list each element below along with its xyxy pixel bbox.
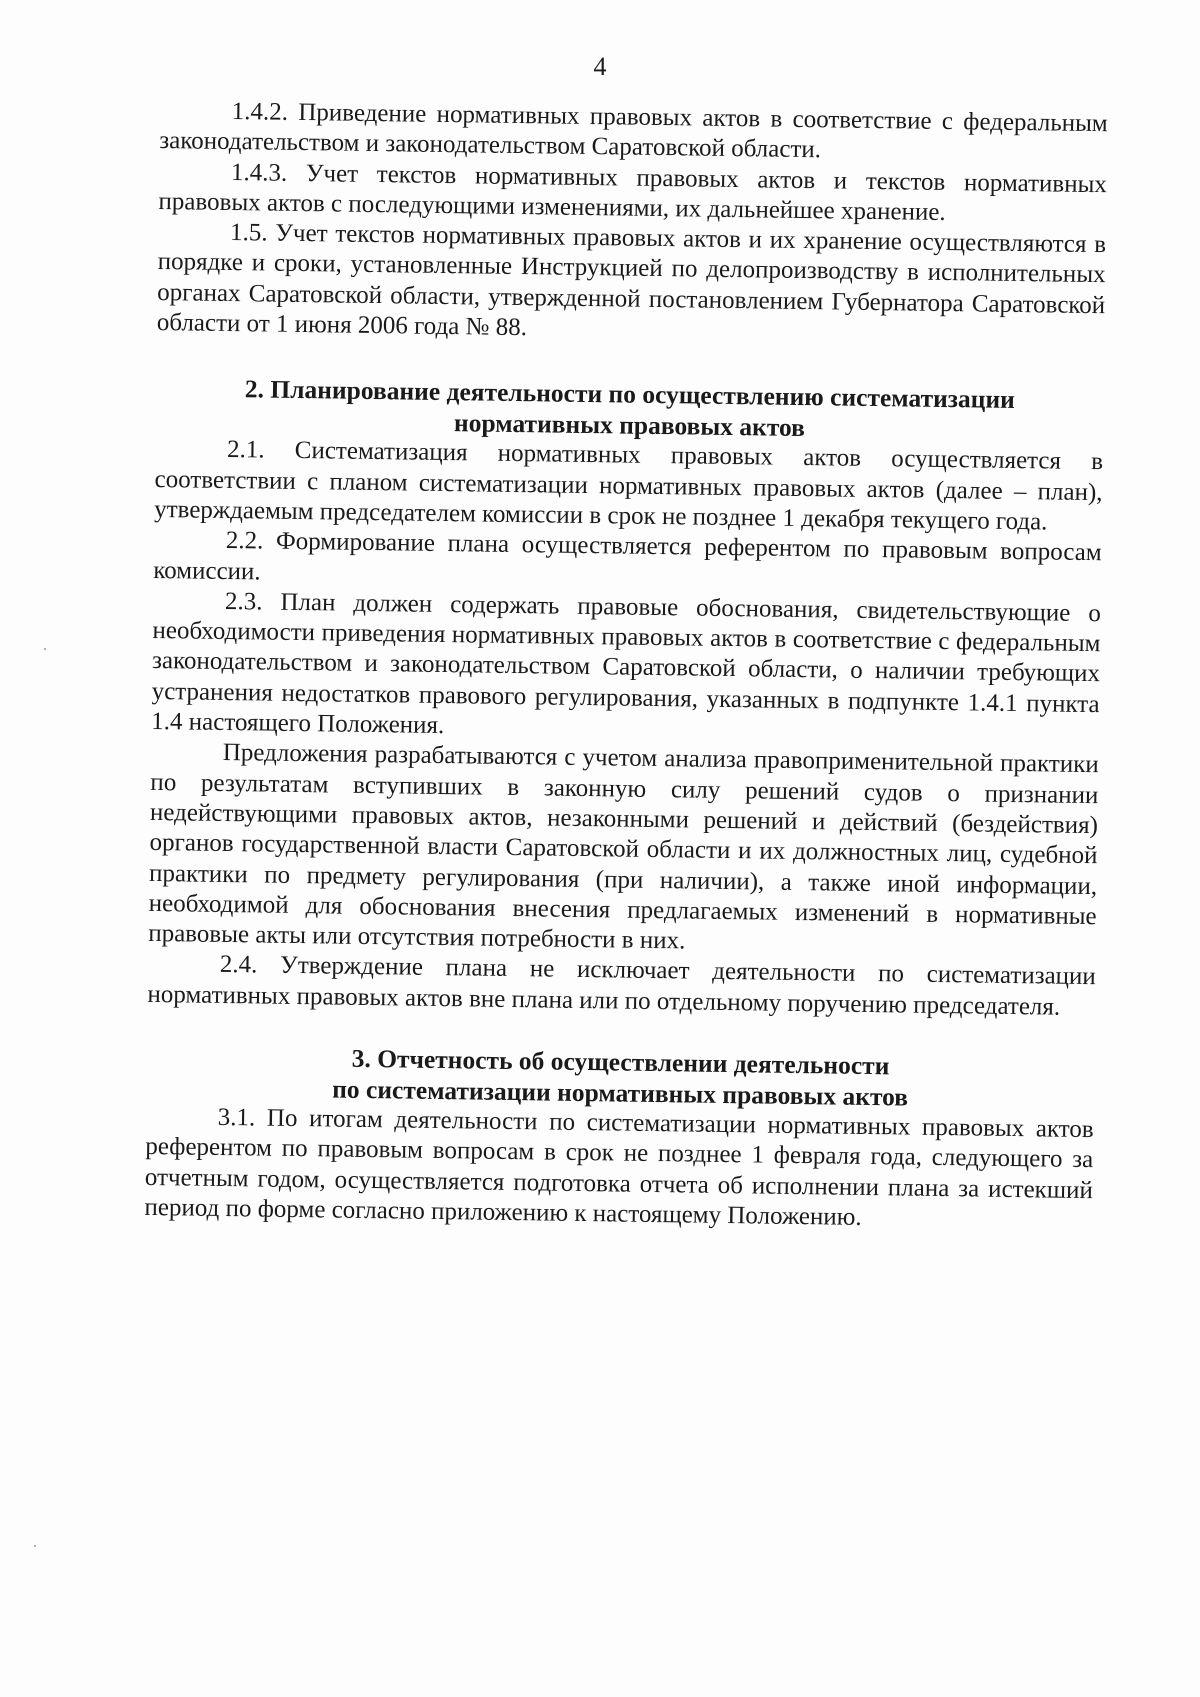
paragraph-2-1: 2.1. Систематизация нормативных правовых актов осуществляется в соответствии с планом систематизации нормативных правовых актов (далее – план), утверждаемым председателем комиссии в срок не позднее 1 декабря текущего года. bbox=[154, 436, 1104, 536]
section-3-heading-line-2: по систематизации нормативных правовых актов bbox=[332, 1074, 909, 1112]
page-number: 4 bbox=[593, 52, 607, 81]
paragraph-3-1: 3.1. По итогам деятельности по систематизации нормативных правовых актов референтом по правовым вопросам в срок не позднее 1 февраля года, следующего за отчетным годом, осуществляется подготовка отчета об исполнении плана за истекший период по форме согласно приложению к настоящему Положению. bbox=[144, 1103, 1094, 1231]
section-2-heading-line-1: 2. Планирование деятельности по осуществлению систематизации bbox=[244, 374, 1016, 415]
paragraph-2-4: 2.4. Утверждение плана не исключает деятельности по систематизации нормативных правовых актов вне плана или по отдельному поручению председателя. bbox=[147, 951, 1096, 1021]
paragraph-1-4-2: 1.4.2. Приведение нормативных правовых актов в соответствие с федеральным законодательством и законодательством Саратовской области. bbox=[159, 98, 1108, 164]
section-3-heading-line-1: 3. Отчетность об осуществлении деятельности bbox=[351, 1043, 890, 1081]
paragraph-1-4-3: 1.4.3. Учет текстов нормативных правовых актов и текстов нормативных правовых актов с последующими изменениями, их дальнейшее хранение. bbox=[158, 158, 1108, 226]
paragraph-2-2: 2.2. Формирование плана осуществляется референтом по правовым вопросам комиссии. bbox=[153, 527, 1102, 586]
scan-speck bbox=[34, 1545, 36, 1547]
document-body bbox=[144, 96, 1108, 1236]
paragraph-1-5: 1.5. Учет текстов нормативных правовых актов и их хранение осуществляются в порядке и сроки, установленные Инструкцией по делопроизводству в исполнительных органах Саратовской области, утвержденной постановлением Губернатора Саратовской области от 1 июня 2006 года № 88. bbox=[156, 219, 1107, 342]
paragraph-proposals: Предложения разрабатываются с учетом анализа правоприменительной практики по результатам вступивших в законную силу решений судов о признании недействующими правовых актов, незаконными решений и действий (бездействия) органов государственной власти Саратовской области и их должностных лиц, судебной практики по предмету регулирования (при наличии), а также иной информации, необходимой для обоснования внесения предлагаемых изменений в нормативные правовые акты или отсутствия потребности в них. bbox=[148, 739, 1099, 955]
scan-speck bbox=[44, 648, 46, 650]
paragraph-2-3: 2.3. План должен содержать правовые обоснования, свидетельствующие о необходимости приведения нормативных правовых актов в соответствие с федеральным законодательством и законодательством Саратовской области, о наличии требующих устранения недостатков правового регулирования, указанных в подпункте 1.4.1 пункта 1.4 настоящего Положения. bbox=[151, 587, 1102, 740]
section-2-heading-line-2: нормативных правовых актов bbox=[453, 408, 806, 443]
